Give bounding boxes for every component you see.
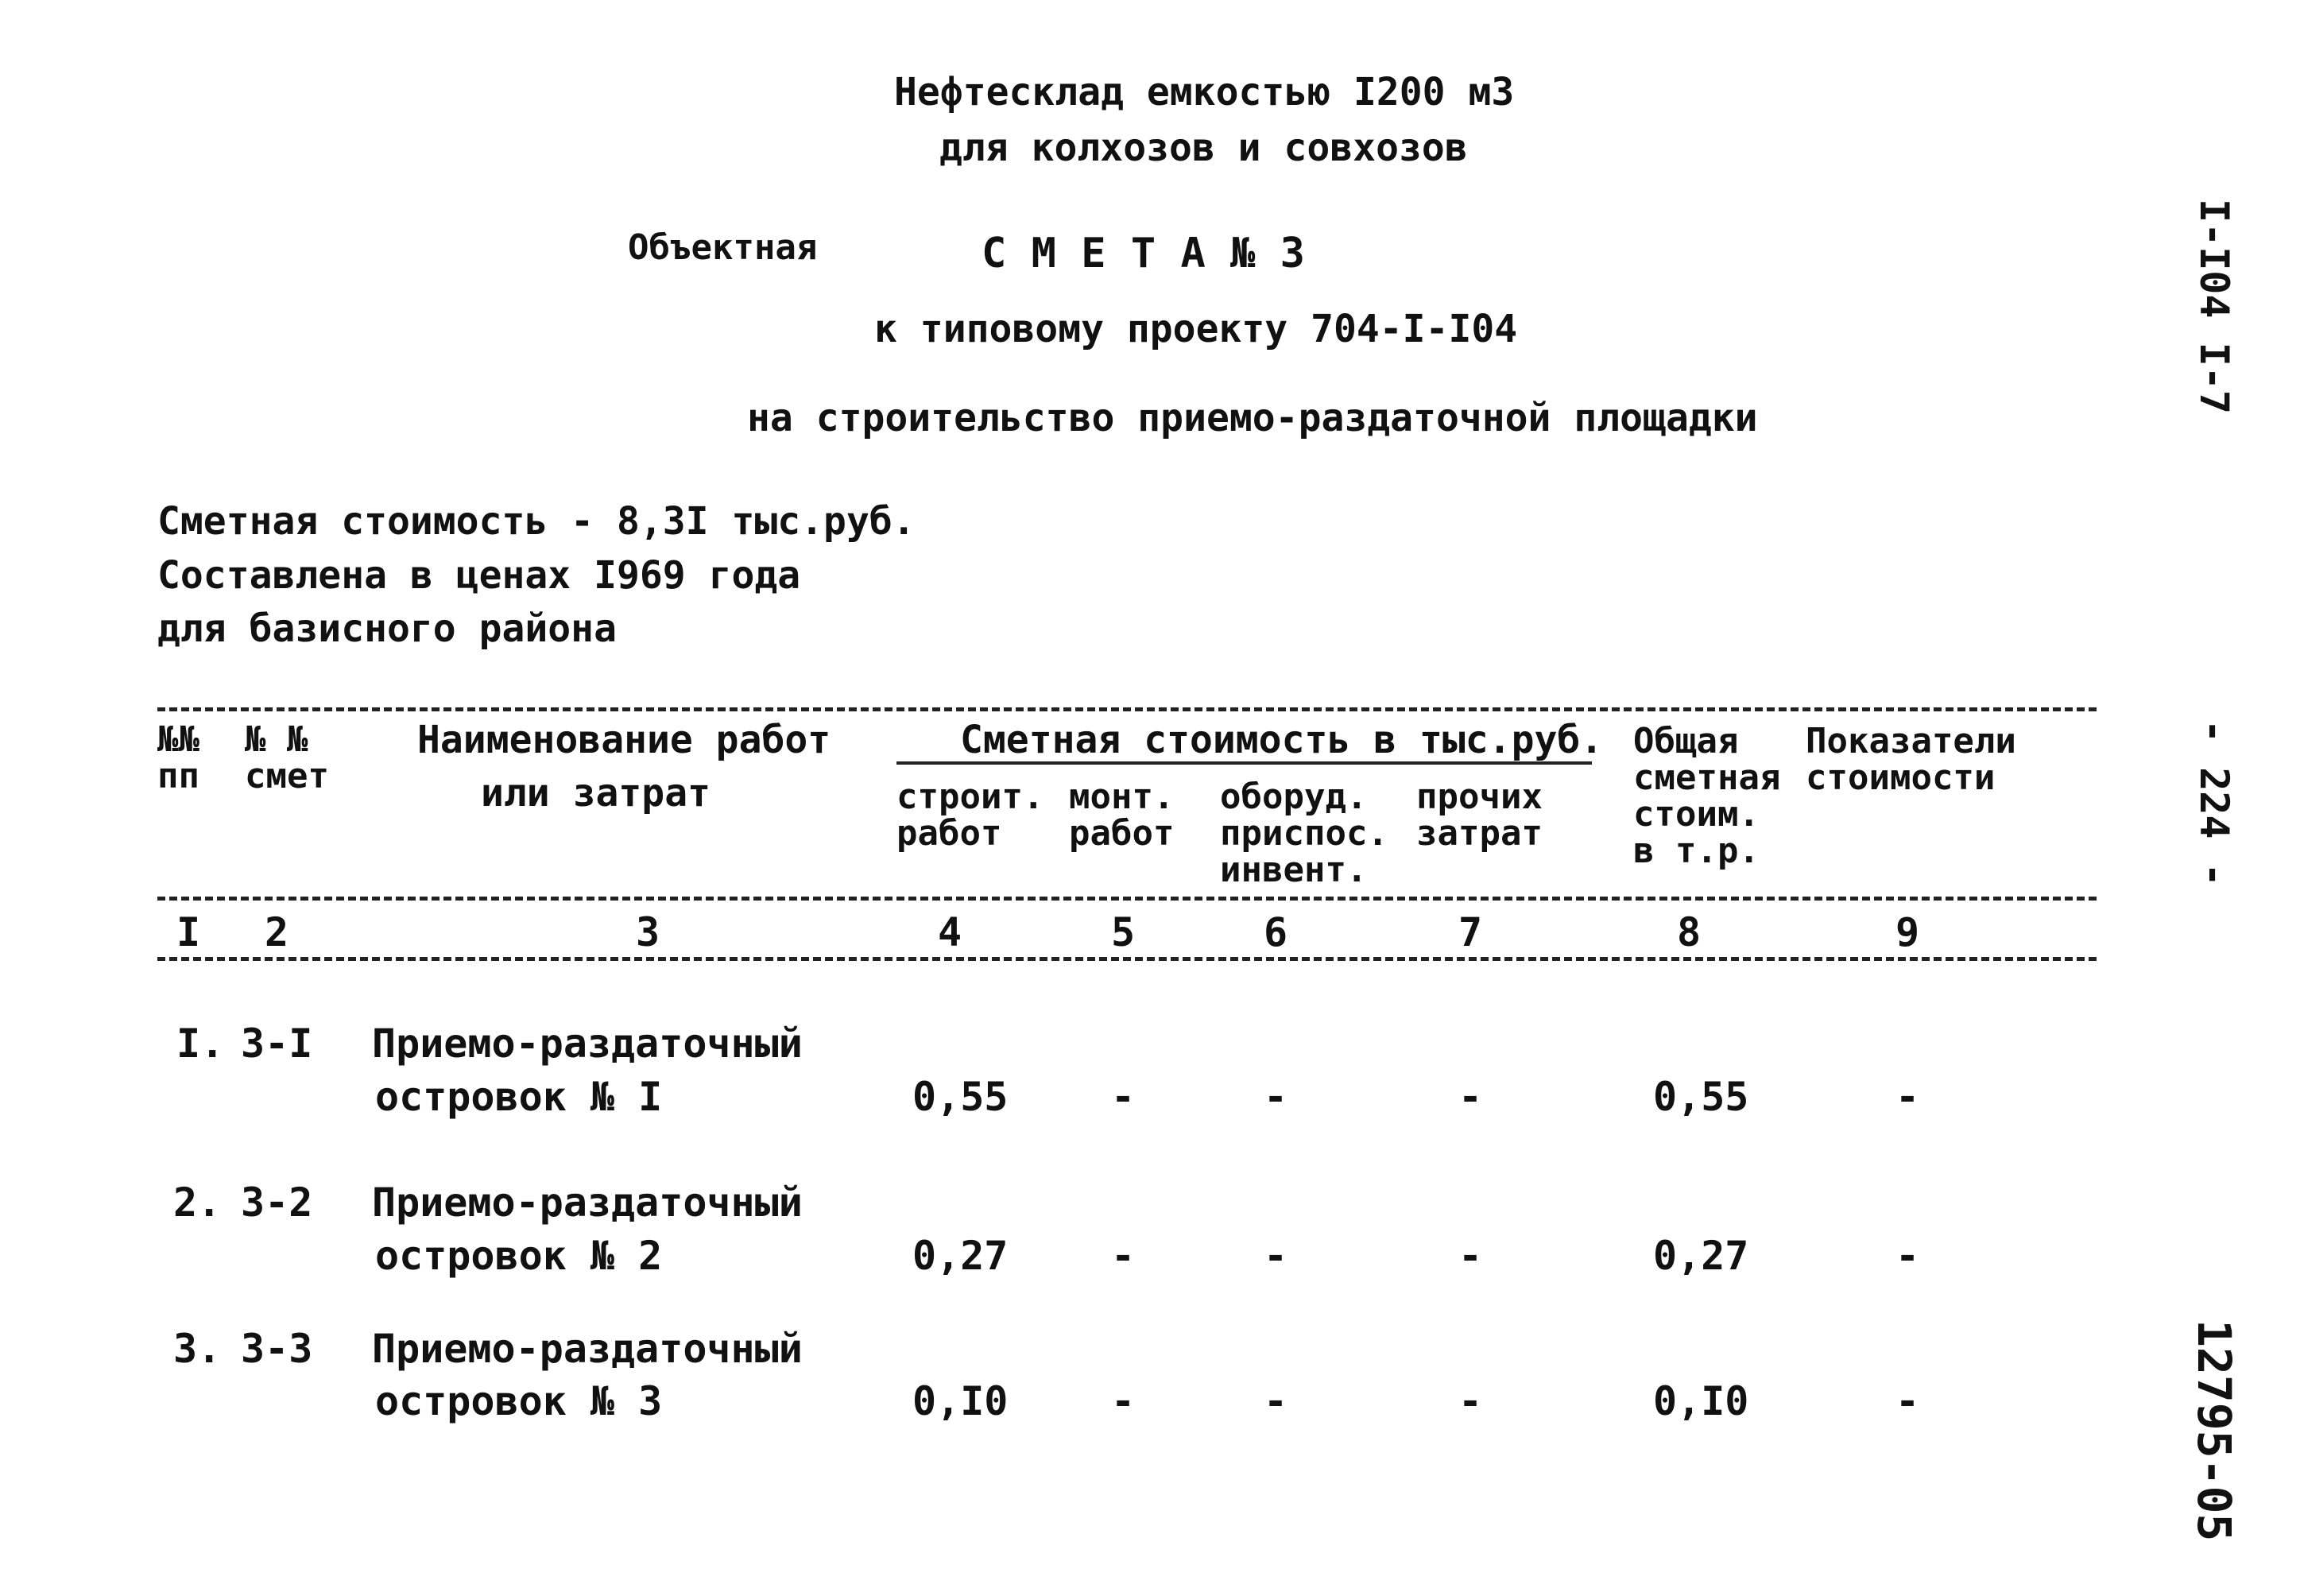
row-installation-cost: - [1111, 1378, 1136, 1424]
col-header-installation: монт. работ [1069, 777, 1175, 854]
row-installation-cost: - [1111, 1233, 1136, 1279]
smeta-title: С М Е Т А № 3 [982, 230, 1305, 277]
row-total-cost: 0,55 [1653, 1074, 1749, 1120]
row-other-cost: - [1458, 1233, 1483, 1279]
header-bottom-rule [157, 897, 2097, 901]
row-name-line-1: Приемо-раздаточный [372, 1326, 803, 1372]
col-header-name-2: или затрат [481, 771, 711, 815]
col-header-equipment: оборуд. приспос. инвент. [1220, 777, 1388, 890]
row-equipment-cost: - [1264, 1233, 1288, 1279]
row-indicators: - [1895, 1233, 1920, 1279]
row-name-line-2: островок № 2 [375, 1233, 663, 1279]
col-number-4: 4 [938, 909, 962, 955]
row-equipment-cost: - [1264, 1074, 1288, 1120]
col-number-3: 3 [636, 909, 660, 955]
col-number-2: 2 [265, 909, 289, 955]
project-line: к типовому проекту 704-I-I04 [874, 307, 1518, 351]
title-line-1: Нефтесклад емкостью I200 м3 [894, 70, 1515, 114]
col-header-construction: строит. работ [896, 777, 1044, 854]
row-smeta: 3-3 [241, 1326, 313, 1372]
row-total-cost: 0,I0 [1653, 1378, 1749, 1424]
col-number-6: 6 [1264, 909, 1288, 955]
col-header-smeta: № № смет [245, 719, 329, 796]
construction-line: на строительство приемо-раздаточной площадки [747, 396, 1758, 440]
estimated-cost: Сметная стоимость - 8,3I тыс.руб. [157, 499, 916, 544]
col-number-rule [157, 957, 2097, 961]
row-indicators: - [1895, 1074, 1920, 1120]
row-name-line-2: островок № I [375, 1074, 663, 1120]
row-installation-cost: - [1111, 1074, 1136, 1120]
row-smeta: 3-2 [241, 1180, 313, 1226]
row-number: 2. [173, 1180, 222, 1226]
row-name-line-1: Приемо-раздаточный [372, 1180, 803, 1226]
row-smeta: 3-I [241, 1021, 313, 1067]
price-basis: Составлена в ценах I969 года [157, 553, 801, 598]
col-header-total: Общая сметная стоим. в т.р. [1633, 721, 1781, 871]
col-header-other: прочих затрат [1416, 777, 1543, 854]
row-equipment-cost: - [1264, 1378, 1288, 1424]
region-basis: для базисного района [157, 606, 617, 651]
row-number: 3. [173, 1326, 222, 1372]
row-construction-cost: 0,55 [912, 1074, 1009, 1120]
cost-group-underline [896, 761, 1592, 765]
margin-code-top: I-I04 I-7 [2191, 199, 2237, 414]
col-header-cost-group: Сметная стоимость в тыс.руб. [960, 718, 1604, 762]
row-other-cost: - [1458, 1074, 1483, 1120]
col-header-number: №№ пп [157, 719, 199, 796]
row-number: I. [176, 1021, 225, 1067]
margin-page-number: - 224 - [2191, 719, 2237, 887]
row-construction-cost: 0,27 [912, 1233, 1009, 1279]
col-header-name-1: Наименование работ [417, 718, 831, 762]
row-total-cost: 0,27 [1653, 1233, 1749, 1279]
row-construction-cost: 0,I0 [912, 1378, 1009, 1424]
title-line-2: для колхозов и совхозов [939, 126, 1468, 170]
col-number-1: I [176, 909, 201, 955]
col-header-indicators: Показатели стоимости [1806, 721, 2016, 798]
col-number-7: 7 [1458, 909, 1483, 955]
col-number-9: 9 [1895, 909, 1920, 955]
smeta-prefix: Объектная [628, 227, 818, 268]
row-other-cost: - [1458, 1378, 1483, 1424]
row-indicators: - [1895, 1378, 1920, 1424]
table-top-rule [157, 707, 2097, 711]
col-number-5: 5 [1111, 909, 1136, 955]
margin-code-bottom: 12795-05 [2187, 1319, 2241, 1542]
col-number-8: 8 [1677, 909, 1702, 955]
row-name-line-1: Приемо-раздаточный [372, 1021, 803, 1067]
row-name-line-2: островок № 3 [375, 1378, 663, 1424]
